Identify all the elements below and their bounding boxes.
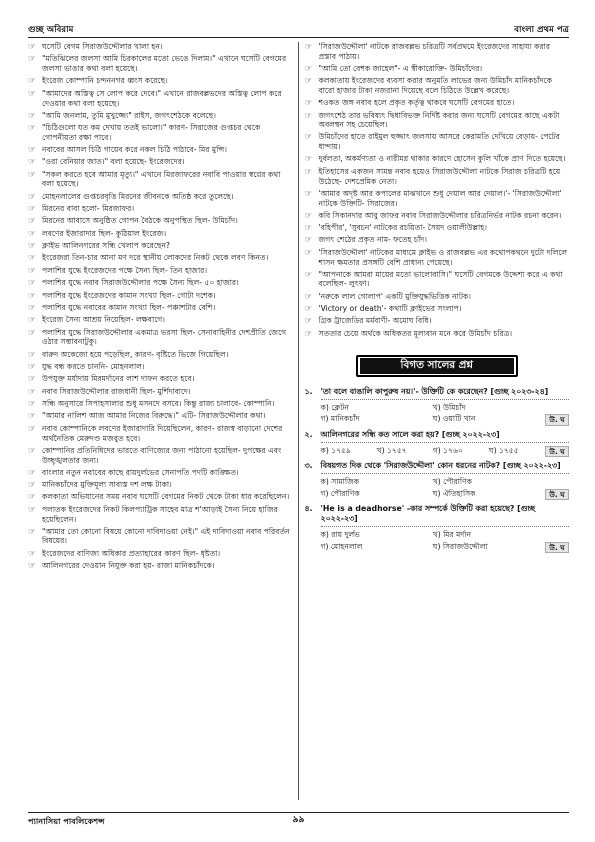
- list-item: [28, 350, 293, 360]
- header-right: বাংলা প্রথম পত্র: [514, 24, 569, 35]
- list-item: [305, 235, 570, 245]
- list-item: [305, 223, 570, 233]
- list-item: [28, 123, 293, 143]
- list-item-text: 'নরুকে লাল গোলাপ' একটি মুক্তিযুদ্ধভিত্তিক নাটক।: [318, 291, 472, 301]
- header-left: গুচ্ছ অবিরাম: [28, 24, 74, 35]
- options: [321, 403, 570, 426]
- pointing-hand-icon: ☞: [304, 166, 313, 177]
- list-item-text: বারুদ অকেজো হয়ে পড়েছিল, কারণ- বৃষ্টিতে ভিজে গিয়েছিল।: [42, 349, 229, 359]
- list-item: [28, 303, 293, 313]
- question-text-wrap: [321, 430, 570, 440]
- pointing-hand-icon: ☞: [28, 88, 36, 99]
- pointing-hand-icon: ☞: [304, 98, 313, 109]
- question-number: ১.: [304, 386, 313, 396]
- option-row: [321, 530, 570, 540]
- question-list: [305, 387, 570, 553]
- pointing-hand-icon: ☞: [28, 191, 36, 202]
- list-item-text: মিরনের আবাসে অনুষ্ঠিত গোপন বৈঠকে অনুপস্থিত ছিল- উমিচাঁদ।: [42, 216, 238, 226]
- list-item: [28, 480, 293, 490]
- options: [321, 530, 570, 553]
- list-item: [28, 111, 293, 121]
- list-item-text: মিরনের বাবা হলো- মিরজাফর।: [42, 203, 135, 213]
- question-source: [গুচ্ছ ২০২৩-২৪]: [490, 386, 549, 396]
- list-item-text: 'বহিপীর', 'সুবচন' নাটকের রচয়িতা- সৈয়দ ওয়ালীউল্লাহ।: [318, 222, 487, 232]
- question-source: [গুচ্ছ ২০২২-২৩]: [320, 503, 535, 524]
- question-head: [305, 461, 570, 471]
- list-item: [28, 204, 293, 214]
- question-item: [305, 504, 570, 553]
- list-item-text: 'সিরাজউদ্দৌলা' নাটকে রাজবল্লভ চরিত্রটি সর্বপ্রথমে ইংরেজদের সাহায্য করার প্রস্তাব পাঠায়।: [318, 42, 550, 61]
- option: ঘ) ১৭৫৫: [488, 445, 519, 455]
- list-item-text: 'আমার অদৃষ্ট আর কপালের মাঝখানে শুধু দেয়াল আর দেয়াল।'- 'সিরাজউদ্দৌলা' নাটকে উক্তিটি- সিরাজের।: [318, 188, 562, 208]
- question-divider: [321, 399, 570, 400]
- pointing-hand-icon: ☞: [304, 269, 313, 280]
- list-item: [28, 411, 293, 421]
- pointing-hand-icon: ☞: [304, 247, 313, 258]
- list-item: [305, 329, 570, 339]
- question-source: [গুচ্ছ ২০২২-২৩]: [441, 429, 500, 439]
- list-item: [28, 549, 293, 559]
- list-item-text: ইংরেজ কোম্পানি চন্দননগর ধ্বংস করেছে।: [42, 76, 168, 86]
- list-item: [305, 132, 570, 152]
- question-head: [305, 387, 570, 397]
- pointing-hand-icon: ☞: [304, 63, 313, 74]
- list-item-text: ইংরেজরা তিন-চার আনা মণ দরে স্থানীয় লোকদের নিকট থেকে লবণ কিনত।: [42, 253, 269, 263]
- pointing-hand-icon: ☞: [28, 216, 36, 227]
- list-item: [28, 241, 293, 251]
- pointing-hand-icon: ☞: [28, 361, 36, 372]
- answer-badge: উ. ঘ: [545, 489, 569, 500]
- option: গ) মানিকচাঁদ: [320, 414, 360, 424]
- list-item: [305, 42, 570, 62]
- pointing-hand-icon: ☞: [28, 548, 36, 559]
- list-item: [28, 170, 293, 190]
- pointing-hand-icon: ☞: [28, 290, 36, 301]
- list-item: [28, 468, 293, 478]
- list-item-text: কবি সিকানদার আবু জাফর নবাব সিরাজউদ্দৌলার চরিত্রনির্ভর নাটক রচনা করেন।: [318, 210, 562, 220]
- pointing-hand-icon: ☞: [304, 110, 313, 121]
- option: খ) মির মর্দান: [432, 530, 472, 540]
- list-item-text: "সকল করতে হবে আমার মৃত্যু।" এখানে মিরজাফরের নবাবি পাওয়ার স্বপ্নের কথা বলা হয়েছে।: [42, 169, 281, 189]
- list-item-text: গ্রিক ট্রাজেডির মর্মবাণী- অমোঘ বিধি।: [318, 316, 432, 326]
- content-columns: [28, 42, 569, 800]
- pointing-hand-icon: ☞: [28, 386, 36, 397]
- list-item: [305, 189, 570, 209]
- pointing-hand-icon: ☞: [28, 265, 36, 276]
- pointing-hand-icon: ☞: [28, 349, 36, 360]
- pointing-hand-icon: ☞: [28, 504, 36, 515]
- question-divider: [321, 526, 570, 527]
- list-item: [28, 374, 293, 384]
- list-item: [28, 328, 293, 348]
- list-item-text: "আমার তো কোনো বিষয়ে কোনো দাবিদাওয়া নেই।" এই দাবিদাওয়া নবাব পরিবর্তন বিষয়ের।: [42, 526, 290, 546]
- list-item: [305, 167, 570, 187]
- option-row: [321, 414, 570, 425]
- section-title: বিগত সালের প্রশ্ন: [360, 358, 514, 374]
- list-item-text: বাংলার নতুন নবাবের কাছে রায়দুর্লভের সেনাপতি পদটি কাঙ্ক্ষিত।: [42, 467, 239, 477]
- option-row: [321, 489, 570, 500]
- list-item-text: "চিঠিগুলো যত কম দেখায় ততই ভালো।" কারণ- সিরাজের গুপ্তচর থেকে গোপনীয়তা রক্ষা পাবে।: [42, 122, 261, 142]
- list-item: [28, 561, 293, 571]
- list-item: [305, 211, 570, 221]
- list-item: [305, 76, 570, 96]
- option: ঘ) ঐতিহাসিক: [432, 488, 476, 498]
- list-item-text: "আমি জনলাম, তুমি মুখুজ্জ্যে" রাইস, জগৎশেঠকে বলেছে।: [42, 110, 216, 120]
- pointing-hand-icon: ☞: [28, 169, 36, 180]
- list-item: [28, 229, 293, 239]
- section-banner: [356, 355, 518, 377]
- list-item-text: দুর্বলতা, অকর্মণ্যতা ও নারীমগ্ন থাকার কারণে হোসেন কুলি খাঁকে প্রাণ দিতে হয়েছে।: [318, 154, 566, 164]
- question-text: 'তা বলে বাঙালি কাপুরুষ নয়।'- উক্তিটি কে করেছেন?: [320, 386, 488, 396]
- pointing-hand-icon: ☞: [28, 42, 36, 52]
- list-item-text: উমিচাঁদের হাতে রাইমুল হুজ্জাৎ জলসায় আসরে কেরামতি দেখিয়ে বেড়ায়- পেটের ধান্দায়।: [318, 132, 560, 152]
- list-item: [305, 292, 570, 302]
- list-item-text: কলকাতায় ইংরেজদের ব্যবসা করার অনুমতি লাভের জন্য উমিচাঁদ মানিকচাঁদকে বারো হাজার টাকা নজরানা দিয়েছে বলে চিঠিতে উল্লেখ করেছে।: [318, 76, 553, 96]
- list-item: [28, 527, 293, 547]
- pointing-hand-icon: ☞: [28, 203, 36, 214]
- pointing-hand-icon: ☞: [28, 445, 36, 456]
- pointing-hand-icon: ☞: [28, 467, 36, 478]
- list-item-text: লবণের ইজারাদার ছিল- কুঠিয়াল ইংরেজ।: [42, 228, 167, 238]
- list-item: [28, 253, 293, 263]
- list-item: [28, 42, 293, 52]
- page-footer: [28, 812, 569, 826]
- option-row: [321, 542, 570, 553]
- pointing-hand-icon: ☞: [304, 188, 313, 199]
- footer-publisher: প্যানাসিয়া পাবলিকেশন্স: [28, 816, 105, 826]
- question-head: [305, 504, 570, 524]
- pointing-hand-icon: ☞: [28, 302, 36, 313]
- pointing-hand-icon: ☞: [28, 278, 36, 289]
- option: গ) ১৭৬০: [432, 445, 463, 455]
- list-item-text: পলাশির যুদ্ধে নবাবের কামান সংখ্যা ছিল- পঞ্চাশটার বেশি।: [42, 302, 216, 312]
- page-number: ৯৯: [292, 815, 305, 825]
- options: [321, 446, 570, 457]
- question-source: [গুচ্ছ ২০২২-২৩]: [502, 461, 561, 471]
- list-item: [28, 54, 293, 74]
- list-item-text: পলাশির যুদ্ধে সিরাজউদ্দৌলার একমাত্র ভরসা ছিল- সেনাবাহিনীর দেশপ্রীতি জেগে ওঠার সম্ভাবনাটুকু।: [42, 327, 287, 347]
- question-text-wrap: [321, 504, 570, 524]
- pointing-hand-icon: ☞: [28, 399, 36, 410]
- pointing-hand-icon: ☞: [304, 291, 313, 302]
- question-divider: [321, 473, 570, 474]
- list-item-text: "আমাদের অস্তিত্ব সে লোপ করে দেবে।" এখানে রাজবল্লভদের অস্তিত্ব লোপ করে দেওয়ার কথা বলা হয়েছে।: [42, 88, 282, 108]
- list-item-text: কলকাতা অভিযানের সময় নবাব ঘসেটি বেগমের নিকট থেকে টাকা ধার করেছিলেন।: [42, 492, 290, 502]
- list-item: [28, 157, 293, 167]
- list-item-text: কোম্পানির প্রতিনিধিদের ভারতে বাণিজ্যের জন্য পাঠানো হয়েছিল- দুপক্ষের এবং উচ্ছৃঙ্খলতার জন্য।: [42, 445, 282, 465]
- list-item-text: "আপনাকে আমরা মায়ের মতো ভালোবাসি।" ঘসেটি বেগমকে উদ্দেশ্য করে এ কথা বলেছিল- লুৎফা।: [318, 269, 563, 289]
- list-item-text: যুদ্ধ বন্ধ করতে চাননি- মোহনলাল।: [42, 361, 145, 371]
- pointing-hand-icon: ☞: [304, 154, 313, 165]
- list-item-text: মোহনলালের গুপ্তচরবৃত্তি মিরনের জীবনকে অতিষ্ঠ করে তুলেছে।: [42, 191, 234, 201]
- list-item-text: ইংরেজ সৈন্য আশ্রয় নিয়েছিল- লক্ষবাগে।: [42, 315, 165, 325]
- option: খ) ১৭৫৭: [376, 445, 407, 455]
- pointing-hand-icon: ☞: [304, 303, 313, 314]
- pointing-hand-icon: ☞: [28, 560, 36, 571]
- question-text: বিষয়গত দিক থেকে 'সিরাজউদ্দৌলা' কোন ধরনের নাটক?: [320, 461, 501, 471]
- answer-badge: উ. ঘ: [545, 542, 569, 553]
- list-item: [28, 492, 293, 502]
- left-column: [28, 42, 299, 800]
- list-item: [28, 399, 293, 409]
- list-item-text: ইতিহাসের একজন সামন্ত নবাব হয়েও সিরাজউদ্দৌলা নাটকে সিরাজ চরিত্রটি হয়ে উঠেছে- দেশপ্রেমিক নেতা।: [318, 166, 561, 186]
- list-item: [305, 154, 570, 164]
- right-column: [299, 42, 570, 800]
- list-item-text: নবাবের আসল চিঠি গায়েব করে নকল চিঠি পাঠাবে- মির মুন্সি।: [42, 144, 227, 154]
- list-item-text: নবাব কোম্পানিকে লবণের ইজারাদারি দিয়েছিলেন, কারণ- রাজস্ব বাড়ানো দেশের অর্থনৈতিক মেরুদণ্ড মজবুত হবে।: [42, 423, 283, 443]
- pointing-hand-icon: ☞: [304, 316, 313, 327]
- list-item: [28, 446, 293, 466]
- list-item-text: সততার চেয়ে অর্থকে অধিকতর মূল্যবান মনে করে উমিচাঁদ চরিত্র।: [318, 328, 513, 338]
- list-item: [305, 304, 570, 314]
- list-item: [28, 266, 293, 276]
- list-item: [28, 145, 293, 155]
- option: গ) মোহনলাল: [320, 541, 363, 551]
- pointing-hand-icon: ☞: [28, 423, 36, 434]
- list-item-text: পলাশির যুদ্ধে ইংরেজদের কামান সংখ্যা ছিল- গোটা দশেক।: [42, 290, 216, 300]
- pointing-hand-icon: ☞: [28, 76, 36, 87]
- list-item-text: আলিনগরের দেওয়ান নিযুক্ত করা হয়- রাজা মানিকচাঁদকে।: [42, 560, 215, 570]
- page-header: [28, 24, 569, 38]
- list-item-text: নবাব সিরাজউদ্দৌলার রাজধানী ছিল- মুর্শিদাবাদে।: [42, 386, 191, 396]
- pointing-hand-icon: ☞: [28, 144, 36, 155]
- answer-badge: উ. ঘ: [545, 446, 569, 457]
- pointing-hand-icon: ☞: [304, 42, 313, 52]
- list-item: [28, 192, 293, 202]
- list-item-text: জগৎশেঠ তার ভবিষ্যৎ দ্বিধাবিভক্ত নির্দিষ্ট করার জন্য ঘসেটি বেগমের কাছে একটা অবলম্বন সহ চেয়েছিল।: [318, 110, 560, 130]
- list-item-text: ঘসেটি বেগম সিরাজউদ্দৌলার খালা হন।: [42, 42, 163, 51]
- option: ক) রায় দুর্লভ: [320, 530, 360, 540]
- pointing-hand-icon: ☞: [28, 122, 36, 133]
- list-item-text: জগৎ শেঠের প্রকৃত নাম- ফতেহ চাঁদ।: [318, 235, 427, 245]
- list-item: [28, 216, 293, 226]
- pointing-hand-icon: ☞: [304, 210, 313, 221]
- list-item-text: মানিকচাঁদের মুক্তিমূল্য সাব্যস্ত দশ লক্ষ টাকা।: [42, 479, 172, 489]
- option: গ) পৌরাণিক: [320, 488, 360, 498]
- list-item: [305, 64, 570, 74]
- pointing-hand-icon: ☞: [28, 110, 36, 121]
- answer-badge: উ. ঘ: [545, 414, 569, 425]
- option: খ) পৌরাণিক: [432, 477, 472, 487]
- list-item-text: "মতিঝিলের জলসা আমি চিরকালের মতো ভেঙে দিলাম।" এখানে ঘসেটি বেগমের জলসা ভাঙার কথা বলা হয়েছে।: [42, 54, 287, 74]
- pointing-hand-icon: ☞: [304, 222, 313, 233]
- list-item: [305, 316, 570, 326]
- pointing-hand-icon: ☞: [28, 492, 36, 503]
- list-item: [28, 315, 293, 325]
- question-number: ৩.: [304, 461, 313, 471]
- options: [321, 477, 570, 500]
- option: ক) ১৭৫৯: [320, 445, 351, 455]
- question-divider: [321, 442, 570, 443]
- pointing-hand-icon: ☞: [304, 235, 313, 246]
- question-text-wrap: [321, 461, 570, 471]
- list-item-text: সন্ধি অনুসারে সিপাহসালার শুধু মসনদে বসবে। কিন্তু রাজ্য চালাবে- কোম্পানি।: [42, 399, 275, 409]
- pointing-hand-icon: ☞: [28, 315, 36, 326]
- question-number: ২.: [304, 429, 313, 439]
- pointing-hand-icon: ☞: [304, 76, 313, 87]
- list-item-text: 'Victory or death'- কথাটি ক্লাইভের সংলাপ।: [318, 303, 462, 313]
- pointing-hand-icon: ☞: [28, 241, 36, 251]
- list-item-text: "আমার নালিশ আজ আমার নিজের বিরুদ্ধে।" এটি- সিরাজউদ্দৌলার কথা।: [42, 411, 266, 421]
- pointing-hand-icon: ☞: [28, 228, 36, 239]
- pointing-hand-icon: ☞: [304, 328, 313, 339]
- list-item-text: পলাশির যুদ্ধে নবাব সিরাজউদ্দৌলার পক্ষে সৈন্য ছিল- ৫০ হাজার।: [42, 278, 239, 288]
- option: ঘ) সিরাজউদ্দৌলা: [432, 541, 488, 551]
- list-item: [28, 89, 293, 109]
- list-item: [305, 98, 570, 108]
- option: ঘ) ওয়াটি খান: [432, 414, 476, 424]
- list-item: [28, 76, 293, 86]
- list-item: [28, 505, 293, 525]
- pointing-hand-icon: ☞: [28, 253, 36, 264]
- pointing-hand-icon: ☞: [28, 479, 36, 490]
- question-item: [305, 430, 570, 457]
- list-item-text: ইংরেজদের বাণিজ্য অধিকার প্রত্যাহারের কারণ ছিল- ধৃষ্টতা।: [42, 548, 221, 558]
- option: খ) উমিচাঁদ: [432, 402, 466, 412]
- list-item: [305, 270, 570, 290]
- question-text-wrap: [321, 387, 570, 397]
- option: ক) ক্লেটন: [320, 402, 349, 412]
- list-item: [305, 111, 570, 131]
- list-item-text: উপযুক্ত মর্যাদায় মিরমর্দানের লাশ দাফন করতে হবে।: [42, 374, 195, 384]
- question-text: আলিনগরের সন্ধি কত সালে করা হয়?: [320, 429, 440, 439]
- list-item: [28, 278, 293, 288]
- list-item: [28, 291, 293, 301]
- pointing-hand-icon: ☞: [304, 132, 313, 143]
- list-item: [28, 362, 293, 372]
- question-text: 'He is a deadhorse' -কার সম্পর্কে উক্তিটি করা হয়েছে?: [320, 503, 515, 513]
- list-item: [28, 387, 293, 397]
- list-item-text: পলাতক ইংরেজদের নিকট কিলপ্যাট্রিক সাহেব মাত্র শ'আড়াই সৈন্য নিয়ে হাজির হয়েছিলেন।: [42, 504, 278, 524]
- pointing-hand-icon: ☞: [28, 526, 36, 537]
- option-row: [321, 403, 570, 413]
- list-item-text: পলাশির যুদ্ধে ইংরেজদের পক্ষে সৈন্য ছিল- তিন হাজার।: [42, 265, 208, 275]
- pointing-hand-icon: ☞: [28, 54, 36, 65]
- list-item-text: 'সিরাজউদ্দৌলা' নাটকের মাধ্যমে ক্লাইভ ও রাজবল্লভ এর কথোপকথনে দুটো দলিলে শাসন ক্ষমতার প্রসঙ্গটি বেশি প্রাধান্য পেয়েছে।: [318, 247, 568, 267]
- question-number: ৪.: [304, 503, 313, 513]
- list-item-text: "ওরা বেনিয়ার জাত।" বলা হয়েছে- ইংরেজদের।: [42, 157, 185, 167]
- pointing-hand-icon: ☞: [28, 374, 36, 385]
- pointing-hand-icon: ☞: [28, 411, 36, 422]
- list-item-text: "আমি তো বেশক জাহেল"- এ স্বীকারোক্তি- উমিচাঁদের।: [318, 63, 483, 73]
- option-row: [321, 446, 570, 457]
- right-bullet-list: [305, 42, 570, 339]
- list-item: [305, 248, 570, 268]
- question-item: [305, 387, 570, 426]
- question-item: [305, 461, 570, 500]
- pointing-hand-icon: ☞: [28, 157, 36, 168]
- pointing-hand-icon: ☞: [28, 327, 36, 338]
- list-item-text: শওকত জঙ্গ নবাব হলে প্রকৃত কর্তৃত্ব থাকবে ঘসেটি বেগমের হাতে।: [318, 98, 515, 108]
- option: ক) সামাজিক: [320, 477, 360, 487]
- list-item: [28, 424, 293, 444]
- list-item-text: ক্লাইভ আলিনগরের সন্ধি খেলাপ করেছেন?: [42, 241, 171, 250]
- question-head: [305, 430, 570, 440]
- option-row: [321, 477, 570, 487]
